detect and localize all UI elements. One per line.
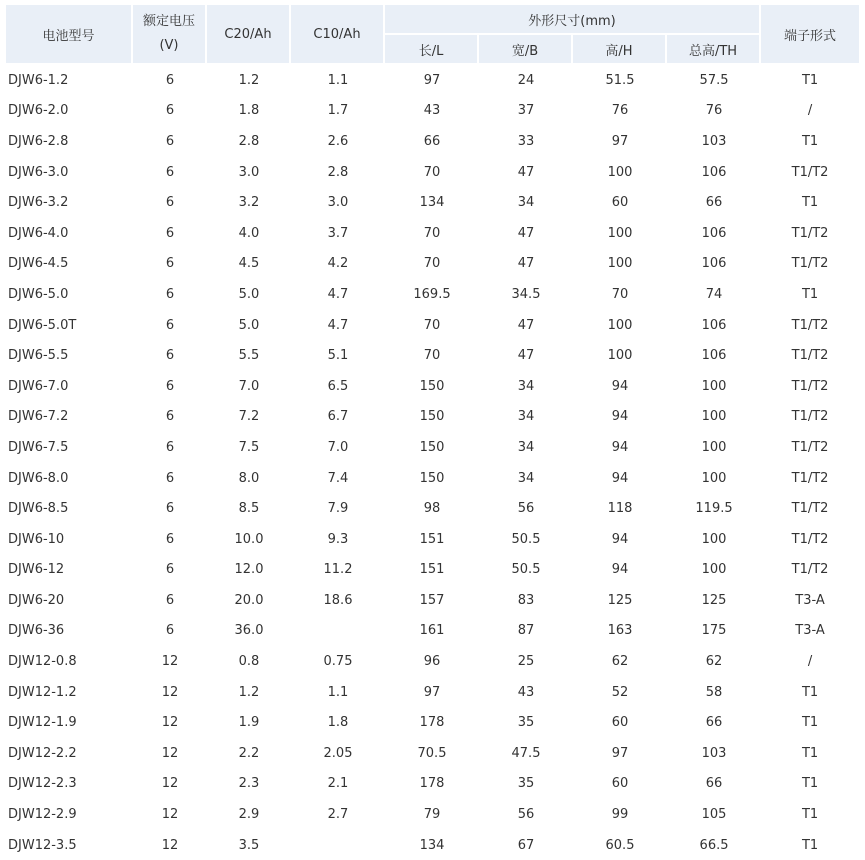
header-model: 电池型号	[6, 5, 133, 65]
cell-voltage: 6	[165, 592, 175, 608]
cell-voltage: 12	[161, 776, 179, 792]
cell-length: 70	[423, 317, 441, 333]
cell-terminal: T1	[801, 684, 819, 700]
cell-c20: 3.2	[238, 195, 260, 211]
cell-total-height: 66	[705, 776, 723, 792]
cell-c10: 1.7	[327, 103, 349, 119]
table-row	[6, 371, 859, 402]
cell-height: 100	[607, 256, 633, 272]
cell-length: 178	[419, 715, 445, 731]
cell-height: 70	[611, 286, 629, 302]
cell-c10: 1.8	[327, 715, 349, 731]
cell-height: 97	[611, 745, 629, 761]
cell-model: DJW12-1.2	[8, 684, 77, 700]
table-row	[6, 126, 859, 157]
table-row	[6, 310, 859, 341]
cell-c20: 10.0	[234, 531, 264, 547]
cell-total-height: 100	[701, 439, 727, 455]
cell-model: DJW6-2.8	[8, 133, 69, 149]
cell-c20: 4.5	[238, 256, 260, 272]
header-row-top	[6, 5, 859, 35]
cell-height: 94	[611, 562, 629, 578]
cell-c10: 4.7	[327, 317, 349, 333]
table-row	[6, 96, 859, 127]
cell-terminal: T1/T2	[791, 501, 829, 517]
cell-c10: 4.7	[327, 286, 349, 302]
cell-terminal: T1/T2	[791, 225, 829, 241]
cell-voltage: 12	[161, 837, 179, 853]
cell-height: 100	[607, 164, 633, 180]
cell-terminal: /	[807, 654, 813, 670]
cell-terminal: T1	[801, 133, 819, 149]
cell-length: 151	[419, 562, 445, 578]
cell-c10: 6.5	[327, 378, 349, 394]
cell-width: 47.5	[511, 745, 541, 761]
header-total-height: 总高/TH	[667, 35, 761, 65]
cell-length: 178	[419, 776, 445, 792]
cell-height: 60	[611, 715, 629, 731]
cell-width: 35	[517, 776, 535, 792]
cell-terminal: T3-A	[795, 623, 825, 639]
cell-c10: 9.3	[327, 531, 349, 547]
cell-c20: 7.5	[238, 439, 260, 455]
cell-terminal: /	[807, 103, 813, 119]
cell-c10: 5.1	[327, 348, 349, 364]
cell-length: 134	[419, 837, 445, 853]
cell-total-height: 175	[701, 623, 727, 639]
table-row	[6, 707, 859, 738]
cell-length: 70	[423, 256, 441, 272]
cell-model: DJW12-2.9	[8, 807, 77, 823]
cell-height: 118	[607, 501, 633, 517]
table-row	[6, 616, 859, 647]
cell-c20: 0.8	[238, 654, 260, 670]
cell-width: 37	[517, 103, 535, 119]
cell-width: 34	[517, 439, 535, 455]
cell-total-height: 106	[701, 164, 727, 180]
cell-model: DJW6-20	[8, 592, 65, 608]
cell-terminal: T1	[801, 715, 819, 731]
cell-width: 34	[517, 378, 535, 394]
cell-terminal: T1	[801, 195, 819, 211]
header-c20: C20/Ah	[207, 5, 291, 65]
cell-voltage: 6	[165, 378, 175, 394]
header-terminal: 端子形式	[761, 5, 859, 65]
cell-width: 47	[517, 348, 535, 364]
cell-voltage: 6	[165, 348, 175, 364]
table-row	[6, 555, 859, 586]
cell-c20: 2.2	[238, 745, 260, 761]
cell-c20: 12.0	[234, 562, 264, 578]
cell-voltage: 6	[165, 439, 175, 455]
cell-voltage: 6	[165, 195, 175, 211]
cell-voltage: 12	[161, 807, 179, 823]
cell-height: 163	[607, 623, 633, 639]
cell-c20: 8.5	[238, 501, 260, 517]
cell-c10: 7.0	[327, 439, 349, 455]
cell-width: 87	[517, 623, 535, 639]
cell-length: 97	[423, 72, 441, 88]
cell-total-height: 58	[705, 684, 723, 700]
cell-total-height: 62	[705, 654, 723, 670]
cell-width: 43	[517, 684, 535, 700]
cell-c10: 7.9	[327, 501, 349, 517]
cell-length: 70.5	[417, 745, 447, 761]
cell-c10: 3.7	[327, 225, 349, 241]
cell-c20: 36.0	[234, 623, 264, 639]
cell-c10: 6.7	[327, 409, 349, 425]
cell-voltage: 6	[165, 562, 175, 578]
cell-model: DJW12-0.8	[8, 654, 77, 670]
table-row	[6, 677, 859, 708]
cell-c20: 7.2	[238, 409, 260, 425]
cell-model: DJW6-7.0	[8, 378, 69, 394]
battery-spec-table	[6, 5, 859, 860]
cell-width: 47	[517, 225, 535, 241]
header-voltage	[133, 5, 207, 65]
cell-width: 50.5	[511, 562, 541, 578]
cell-voltage: 6	[165, 133, 175, 149]
cell-c10	[291, 616, 385, 647]
table-row	[6, 432, 859, 463]
cell-c20: 3.0	[238, 164, 260, 180]
cell-c10: 11.2	[323, 562, 353, 578]
cell-height: 51.5	[605, 72, 635, 88]
cell-voltage: 12	[161, 654, 179, 670]
cell-terminal: T1	[801, 807, 819, 823]
cell-terminal: T1	[801, 776, 819, 792]
cell-c20: 4.0	[238, 225, 260, 241]
table-row	[6, 646, 859, 677]
cell-height: 100	[607, 317, 633, 333]
cell-c20: 5.5	[238, 348, 260, 364]
cell-voltage: 6	[165, 286, 175, 302]
cell-height: 100	[607, 225, 633, 241]
cell-total-height: 103	[701, 745, 727, 761]
cell-height: 62	[611, 654, 629, 670]
cell-model: DJW12-1.9	[8, 715, 77, 731]
table-row	[6, 65, 859, 96]
header-width: 宽/B	[479, 35, 573, 65]
cell-length: 79	[423, 807, 441, 823]
cell-model: DJW12-3.5	[8, 837, 77, 853]
cell-total-height: 76	[705, 103, 723, 119]
cell-model: DJW12-2.3	[8, 776, 77, 792]
cell-total-height: 100	[701, 470, 727, 486]
cell-total-height: 57.5	[699, 72, 729, 88]
cell-total-height: 66	[705, 715, 723, 731]
cell-total-height: 66.5	[699, 837, 729, 853]
cell-width: 35	[517, 715, 535, 731]
cell-c20: 2.3	[238, 776, 260, 792]
cell-total-height: 105	[701, 807, 727, 823]
cell-c20: 3.5	[238, 837, 260, 853]
cell-terminal: T1/T2	[791, 348, 829, 364]
cell-voltage: 6	[165, 531, 175, 547]
cell-c20: 8.0	[238, 470, 260, 486]
cell-c20: 1.8	[238, 103, 260, 119]
cell-width: 25	[517, 654, 535, 670]
cell-length: 66	[423, 133, 441, 149]
cell-voltage: 6	[165, 103, 175, 119]
table-row	[6, 402, 859, 433]
cell-length: 157	[419, 592, 445, 608]
cell-terminal: T1/T2	[791, 256, 829, 272]
cell-terminal: T1/T2	[791, 439, 829, 455]
header-c10: C10/Ah	[291, 5, 385, 65]
cell-width: 56	[517, 807, 535, 823]
table-body	[6, 65, 859, 860]
cell-c10: 7.4	[327, 470, 349, 486]
cell-width: 34.5	[511, 286, 541, 302]
cell-voltage: 6	[165, 225, 175, 241]
cell-height: 99	[611, 807, 629, 823]
cell-length: 70	[423, 164, 441, 180]
cell-model: DJW6-10	[8, 531, 65, 547]
cell-terminal: T1/T2	[791, 378, 829, 394]
cell-total-height: 66	[705, 195, 723, 211]
cell-c10: 1.1	[327, 72, 349, 88]
cell-terminal: T1/T2	[791, 470, 829, 486]
cell-voltage: 6	[165, 256, 175, 272]
table-header	[6, 5, 859, 65]
cell-terminal: T1/T2	[791, 409, 829, 425]
table-row	[6, 585, 859, 616]
cell-height: 97	[611, 133, 629, 149]
cell-terminal: T1	[801, 745, 819, 761]
cell-width: 47	[517, 317, 535, 333]
cell-width: 34	[517, 195, 535, 211]
cell-total-height: 119.5	[695, 501, 733, 517]
cell-width: 83	[517, 592, 535, 608]
cell-c10: 3.0	[327, 195, 349, 211]
cell-total-height: 100	[701, 378, 727, 394]
cell-voltage: 6	[165, 470, 175, 486]
cell-length: 150	[419, 378, 445, 394]
cell-width: 50.5	[511, 531, 541, 547]
cell-voltage: 6	[165, 501, 175, 517]
cell-model: DJW6-5.0T	[8, 317, 77, 333]
cell-voltage: 12	[161, 684, 179, 700]
cell-height: 60	[611, 195, 629, 211]
cell-terminal: T1	[801, 72, 819, 88]
cell-model: DJW6-36	[8, 623, 65, 639]
cell-c20: 7.0	[238, 378, 260, 394]
cell-height: 94	[611, 531, 629, 547]
cell-length: 70	[423, 225, 441, 241]
cell-model: DJW6-4.0	[8, 225, 69, 241]
cell-width: 47	[517, 256, 535, 272]
cell-voltage: 6	[165, 623, 175, 639]
cell-length: 134	[419, 195, 445, 211]
cell-c10: 2.7	[327, 807, 349, 823]
cell-length: 98	[423, 501, 441, 517]
table-row	[6, 524, 859, 555]
cell-total-height: 106	[701, 348, 727, 364]
cell-width: 24	[517, 72, 535, 88]
cell-model: DJW6-7.5	[8, 439, 69, 455]
cell-total-height: 100	[701, 531, 727, 547]
cell-height: 94	[611, 470, 629, 486]
cell-c20: 1.2	[238, 72, 260, 88]
cell-c20: 2.8	[238, 133, 260, 149]
table-row	[6, 830, 859, 860]
cell-c10: 0.75	[323, 654, 353, 670]
cell-c20: 20.0	[234, 592, 264, 608]
cell-c10: 2.05	[323, 745, 353, 761]
cell-total-height: 106	[701, 317, 727, 333]
cell-terminal: T1	[801, 286, 819, 302]
cell-height: 94	[611, 409, 629, 425]
cell-width: 34	[517, 470, 535, 486]
header-height: 高/H	[573, 35, 667, 65]
cell-height: 52	[611, 684, 629, 700]
cell-height: 94	[611, 378, 629, 394]
cell-model: DJW6-2.0	[8, 103, 69, 119]
cell-voltage: 6	[165, 409, 175, 425]
cell-length: 150	[419, 409, 445, 425]
cell-terminal: T1/T2	[791, 531, 829, 547]
cell-c10: 4.2	[327, 256, 349, 272]
cell-c10: 1.1	[327, 684, 349, 700]
cell-length: 169.5	[413, 286, 451, 302]
battery-spec-table-container	[6, 5, 859, 860]
cell-c20: 5.0	[238, 317, 260, 333]
table-row	[6, 493, 859, 524]
cell-c10	[291, 830, 385, 860]
cell-terminal: T1/T2	[791, 164, 829, 180]
cell-length: 97	[423, 684, 441, 700]
header-voltage-line2: (V)	[159, 38, 179, 53]
cell-length: 96	[423, 654, 441, 670]
table-row	[6, 799, 859, 830]
cell-c10: 2.6	[327, 133, 349, 149]
cell-c20: 1.2	[238, 684, 260, 700]
cell-model: DJW6-4.5	[8, 256, 69, 272]
cell-voltage: 12	[161, 745, 179, 761]
cell-model: DJW6-1.2	[8, 72, 69, 88]
cell-total-height: 103	[701, 133, 727, 149]
cell-length: 43	[423, 103, 441, 119]
cell-width: 33	[517, 133, 535, 149]
header-voltage-line1: 额定电压	[142, 14, 195, 29]
cell-voltage: 12	[161, 715, 179, 731]
table-row	[6, 218, 859, 249]
cell-length: 150	[419, 439, 445, 455]
cell-voltage: 6	[165, 317, 175, 333]
cell-height: 76	[611, 103, 629, 119]
table-row	[6, 463, 859, 494]
cell-total-height: 125	[701, 592, 727, 608]
cell-model: DJW6-3.0	[8, 164, 69, 180]
cell-model: DJW6-5.5	[8, 348, 69, 364]
cell-voltage: 6	[165, 164, 175, 180]
cell-c10: 2.8	[327, 164, 349, 180]
cell-model: DJW6-8.0	[8, 470, 69, 486]
cell-total-height: 106	[701, 256, 727, 272]
cell-width: 56	[517, 501, 535, 517]
header-length: 长/L	[385, 35, 479, 65]
cell-terminal: T1	[801, 837, 819, 853]
cell-model: DJW6-3.2	[8, 195, 69, 211]
cell-c10: 2.1	[327, 776, 349, 792]
cell-terminal: T3-A	[795, 592, 825, 608]
table-row	[6, 249, 859, 280]
cell-height: 125	[607, 592, 633, 608]
cell-c20: 5.0	[238, 286, 260, 302]
cell-c20: 2.9	[238, 807, 260, 823]
cell-terminal: T1/T2	[791, 562, 829, 578]
cell-length: 150	[419, 470, 445, 486]
cell-model: DJW6-8.5	[8, 501, 69, 517]
cell-width: 67	[517, 837, 535, 853]
cell-total-height: 100	[701, 409, 727, 425]
table-row	[6, 157, 859, 188]
cell-total-height: 100	[701, 562, 727, 578]
cell-model: DJW6-12	[8, 562, 65, 578]
cell-height: 60	[611, 776, 629, 792]
cell-length: 161	[419, 623, 445, 639]
table-row	[6, 738, 859, 769]
cell-voltage: 6	[165, 72, 175, 88]
cell-c10: 18.6	[323, 592, 353, 608]
cell-height: 100	[607, 348, 633, 364]
cell-total-height: 106	[701, 225, 727, 241]
cell-width: 34	[517, 409, 535, 425]
cell-model: DJW12-2.2	[8, 745, 77, 761]
table-row	[6, 187, 859, 218]
table-row	[6, 769, 859, 800]
cell-total-height: 74	[705, 286, 723, 302]
header-dimensions: 外形尺寸(mm)	[385, 5, 761, 35]
cell-model: DJW6-7.2	[8, 409, 69, 425]
cell-width: 47	[517, 164, 535, 180]
table-row	[6, 279, 859, 310]
cell-length: 70	[423, 348, 441, 364]
cell-height: 60.5	[605, 837, 635, 853]
cell-c20: 1.9	[238, 715, 260, 731]
cell-model: DJW6-5.0	[8, 286, 69, 302]
table-row	[6, 340, 859, 371]
cell-height: 94	[611, 439, 629, 455]
cell-terminal: T1/T2	[791, 317, 829, 333]
cell-length: 151	[419, 531, 445, 547]
